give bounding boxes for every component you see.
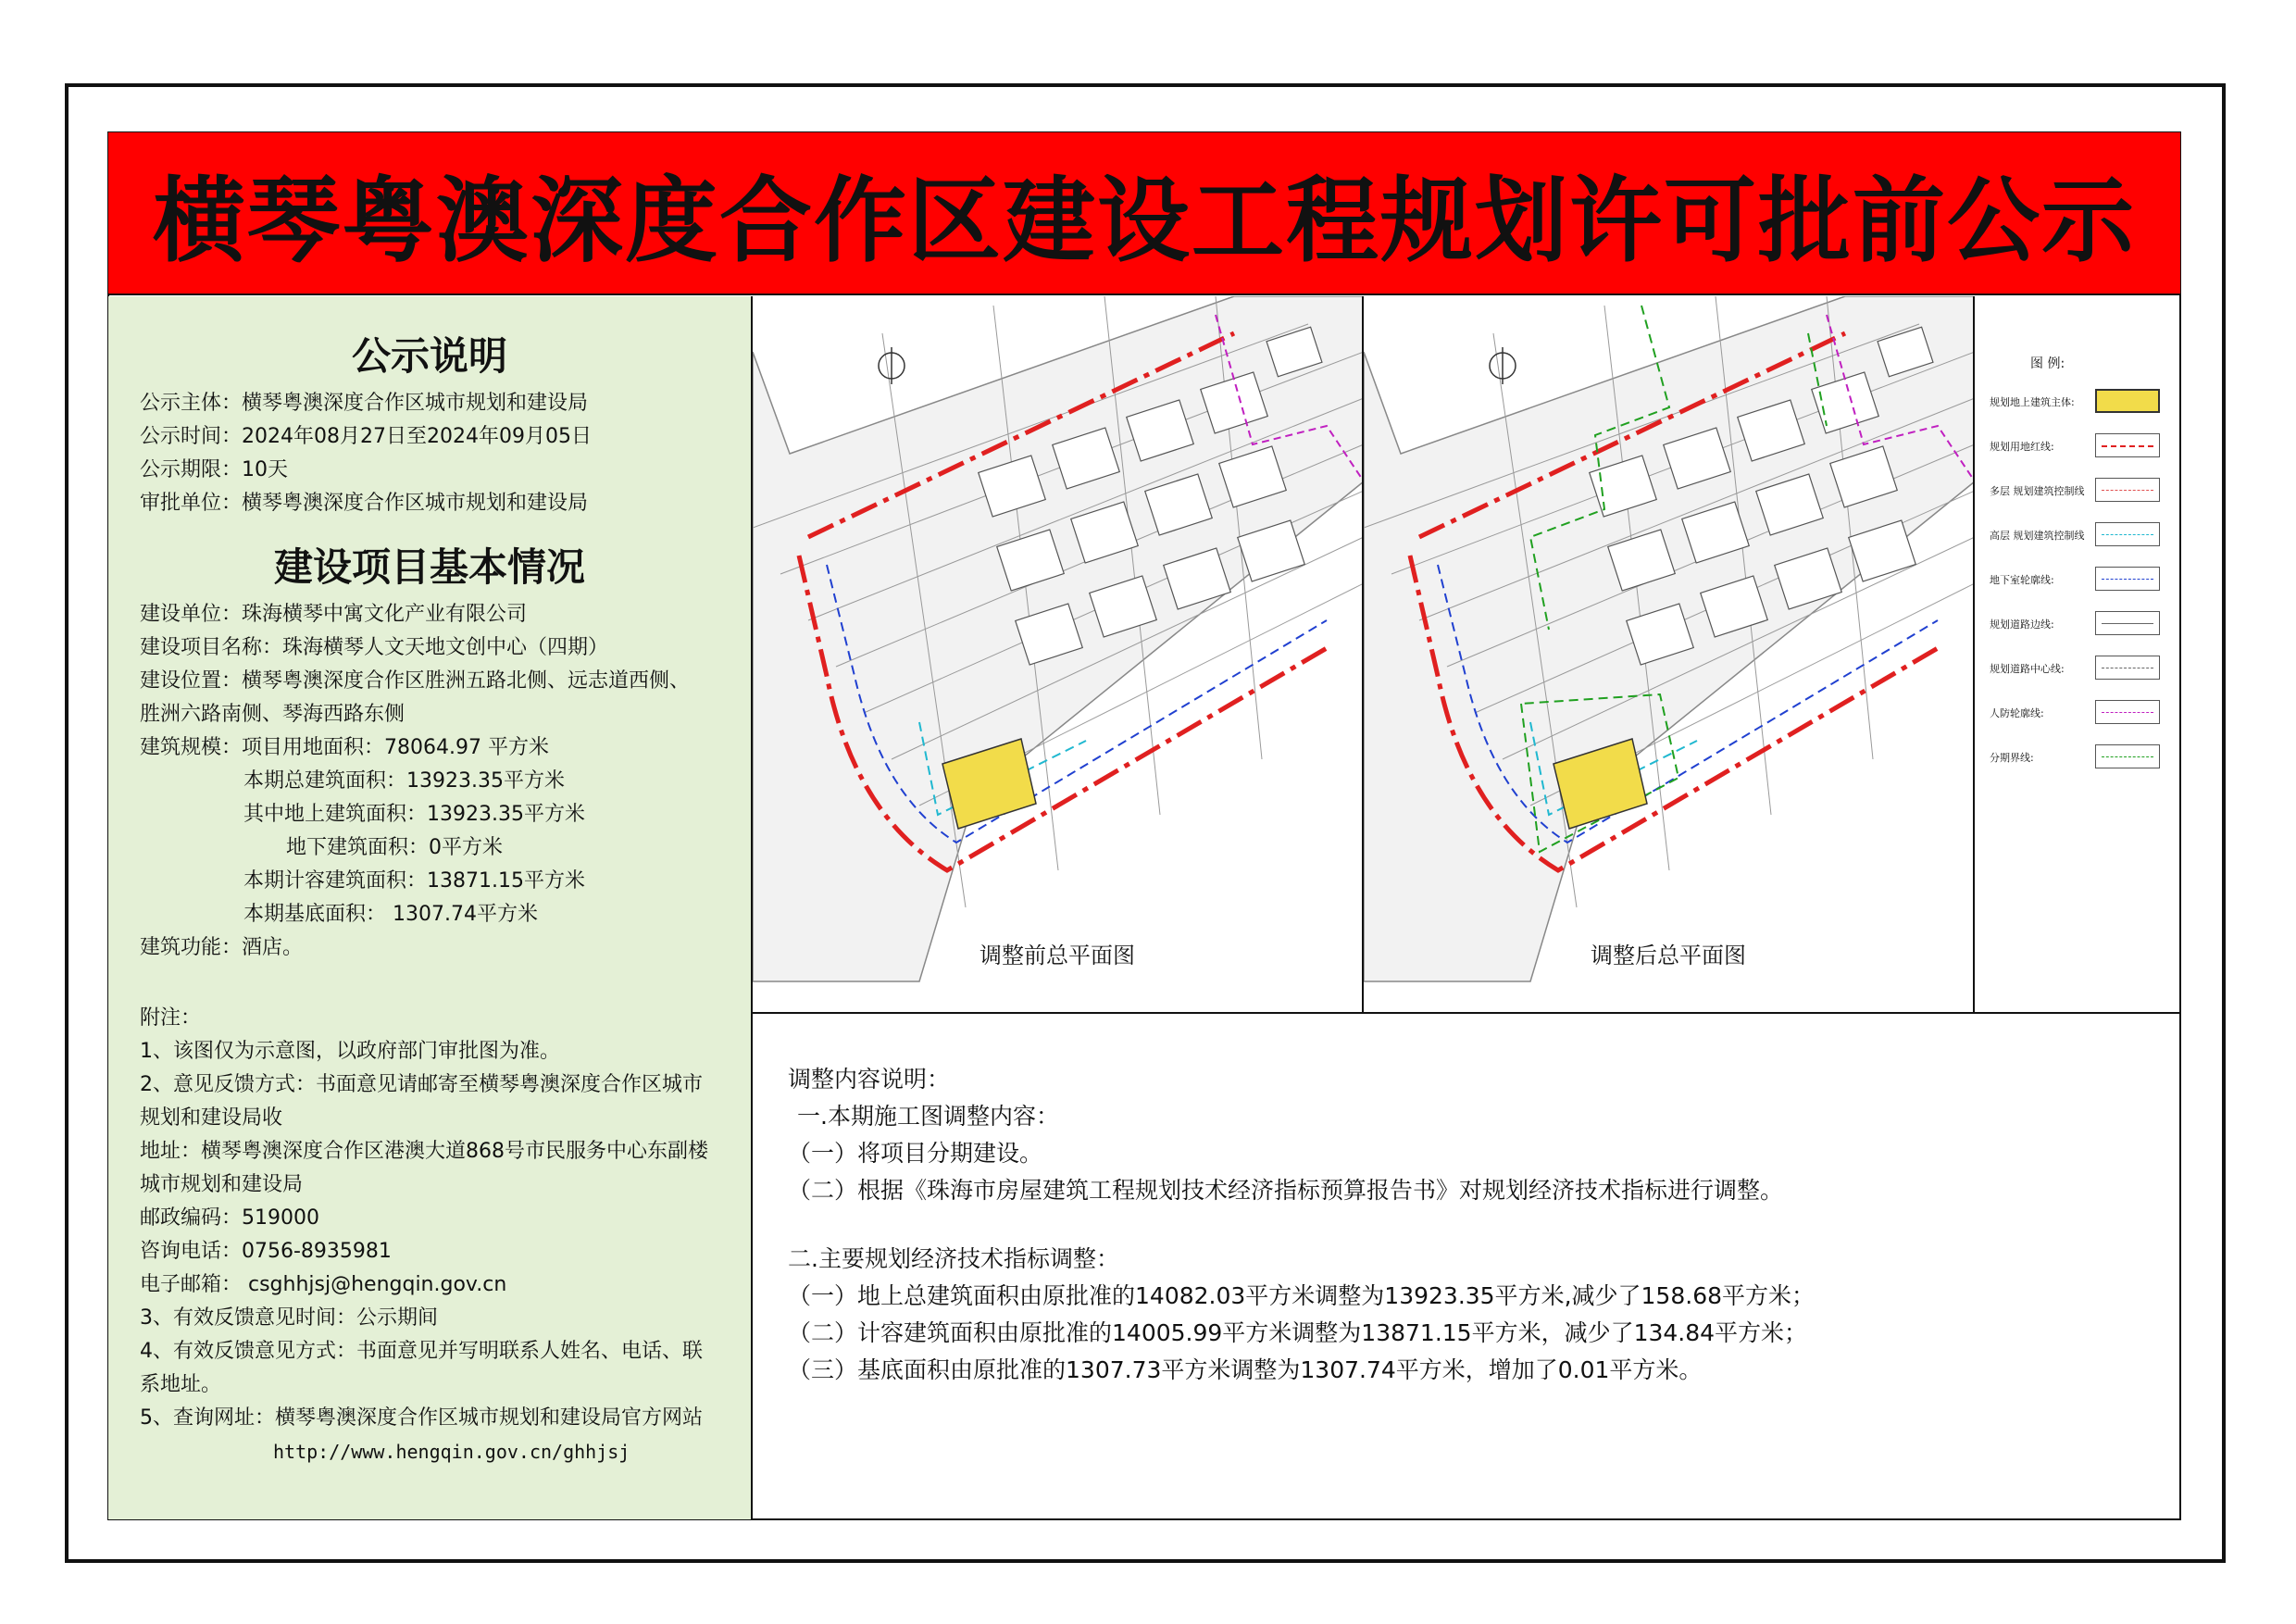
- legend-label: 高层 规划建筑控制线: [1990, 530, 2085, 542]
- adjustment-item-1-1: （一）将项目分期建设。: [788, 1140, 1043, 1167]
- legend-swatch-road-center: [2095, 656, 2160, 680]
- notice-subject: 公示主体：横琴粤澳深度合作区城市规划和建设局: [140, 392, 589, 415]
- title-banner: [108, 132, 2180, 295]
- project-above-ground-area: 其中地上建筑面积：13923.35平方米: [243, 803, 585, 826]
- project-heading: 建设项目基本情况: [273, 544, 585, 590]
- note-1: 1、该图仅为示意图，以政府部门审批图为准。: [140, 1040, 560, 1063]
- notice-approver: 审批单位：横琴粤澳深度合作区城市规划和建设局: [140, 492, 589, 515]
- site-plan-before: [753, 296, 1364, 1012]
- legend-item-civil-defense: [1975, 700, 2180, 728]
- legend-swatch-basement-line: [2095, 567, 2160, 591]
- legend-item-building: [1975, 389, 2180, 417]
- adjustment-section: [788, 1061, 2158, 1389]
- site-plan-after: [1364, 296, 1975, 1012]
- adjustment-section-1: 一.本期施工图调整内容：: [797, 1103, 1059, 1130]
- legend-label: 多层 规划建筑控制线: [1990, 485, 2085, 497]
- legend-item-highrise-line: [1975, 522, 2180, 550]
- legend-label: 地下室轮廓线:: [1990, 574, 2054, 586]
- legend: [1975, 296, 2180, 1012]
- adjustment-item-1-2: （二）根据《珠海市房屋建筑工程规划技术经济指标预算报告书》对规划经济技术指标进行调整。: [788, 1177, 1784, 1204]
- legend-swatch-red-line: [2095, 433, 2160, 457]
- legend-item-basement-line: [1975, 567, 2180, 594]
- adjustment-item-2-3: （三）基底面积由原批准的1307.73平方米调整为1307.74平方米，增加了0.01平方米。: [788, 1356, 1703, 1383]
- note-address-cont: 城市规划和建设局: [140, 1173, 304, 1196]
- note-2: 2、意见反馈方式：书面意见请邮寄至横琴粤澳深度合作区城市: [140, 1073, 703, 1096]
- note-postcode: 邮政编码：519000: [140, 1206, 319, 1230]
- legend-swatch-building: [2095, 389, 2160, 413]
- right-area: [753, 296, 2180, 1519]
- note-5: 5、查询网址：横琴粤澳深度合作区城市规划和建设局官方网站: [140, 1406, 703, 1430]
- map-after: [1364, 296, 1975, 1012]
- website-link[interactable]: http://www.hengqin.gov.cn/ghhjsj: [273, 1441, 630, 1463]
- legend-label: 规划道路中心线:: [1990, 663, 2065, 675]
- legend-label: 规划用地红线:: [1990, 441, 2054, 453]
- legend-swatch-road-edge: [2095, 611, 2160, 635]
- notes-heading: 附注：: [140, 1006, 202, 1030]
- section-divider: [753, 1012, 2180, 1014]
- left-info-panel: [108, 296, 753, 1519]
- note-3: 3、有效反馈意见时间：公示期间: [140, 1306, 438, 1330]
- project-scale: 建筑规模：项目用地面积：78064.97 平方米: [140, 736, 549, 759]
- project-location: 建设位置：横琴粤澳深度合作区胜洲五路北侧、远志道西侧、: [140, 669, 691, 693]
- note-4-cont: 系地址。: [140, 1373, 222, 1396]
- note-phone: 咨询电话：0756-8935981: [140, 1240, 392, 1263]
- notice-period: 公示期限：10天: [140, 458, 288, 481]
- note-address: 地址：横琴粤澳深度合作区港澳大道868号市民服务中心东副楼: [140, 1140, 708, 1163]
- project-total-area: 本期总建筑面积：13923.35平方米: [243, 769, 565, 793]
- project-far-area: 本期计容建筑面积：13871.15平方米: [243, 869, 585, 893]
- adjustment-item-2-1: （一）地上总建筑面积由原批准的14082.03平方米调整为13923.35平方米,减少了158.68平方米；: [788, 1282, 1815, 1309]
- legend-swatch-civil-defense: [2095, 700, 2160, 724]
- project-base-area: 本期基底面积： 1307.74平方米: [243, 903, 538, 926]
- map-before: [753, 296, 1364, 1012]
- project-function: 建筑功能：酒店。: [140, 936, 304, 959]
- legend-item-phase-line: [1975, 744, 2180, 772]
- legend-label: 分期界线:: [1990, 752, 2034, 764]
- adjustment-section-2: 二.主要规划经济技术指标调整：: [788, 1245, 1119, 1272]
- project-underground-area: 地下建筑面积：0平方米: [286, 836, 503, 859]
- note-email: 电子邮箱： csghhjsj@hengqin.gov.cn: [140, 1273, 507, 1296]
- legend-label: 规划地上建筑主体:: [1990, 396, 2075, 408]
- page-title: 横琴粤澳深度合作区建设工程规划许可批前公示: [153, 167, 2136, 275]
- project-location-cont: 胜洲六路南侧、琴海西路东侧: [140, 703, 406, 726]
- adjustment-heading: 调整内容说明：: [788, 1066, 951, 1093]
- note-2-cont: 规划和建设局收: [140, 1106, 283, 1130]
- legend-label: 人防轮廓线:: [1990, 707, 2044, 719]
- notice-time: 公示时间：2024年08月27日至2024年09月05日: [140, 425, 592, 448]
- notice-heading: 公示说明: [351, 333, 507, 379]
- note-4: 4、有效反馈意见方式：书面意见并写明联系人姓名、电话、联: [140, 1340, 703, 1363]
- legend-item-road-edge: [1975, 611, 2180, 639]
- legend-item-road-center: [1975, 656, 2180, 683]
- map-before-caption: 调整前总平面图: [980, 943, 1135, 968]
- legend-swatch-phase-line: [2095, 744, 2160, 768]
- legend-item-multistory-line: [1975, 478, 2180, 506]
- legend-swatch-highrise-line: [2095, 522, 2160, 546]
- adjustment-item-2-2: （二）计容建筑面积由原批准的14005.99平方米调整为13871.15平方米，减少了134.84平方米；: [788, 1319, 1808, 1346]
- project-name: 建设项目名称：珠海横琴人文天地文创中心（四期）: [140, 636, 609, 659]
- legend-item-red-line: [1975, 433, 2180, 461]
- legend-swatch-multistory-line: [2095, 478, 2160, 502]
- legend-label: 规划道路边线:: [1990, 618, 2054, 631]
- legend-title: 图 例:: [2030, 356, 2065, 371]
- project-unit: 建设单位：珠海横琴中寓文化产业有限公司: [140, 603, 528, 626]
- map-after-caption: 调整后总平面图: [1591, 943, 1746, 968]
